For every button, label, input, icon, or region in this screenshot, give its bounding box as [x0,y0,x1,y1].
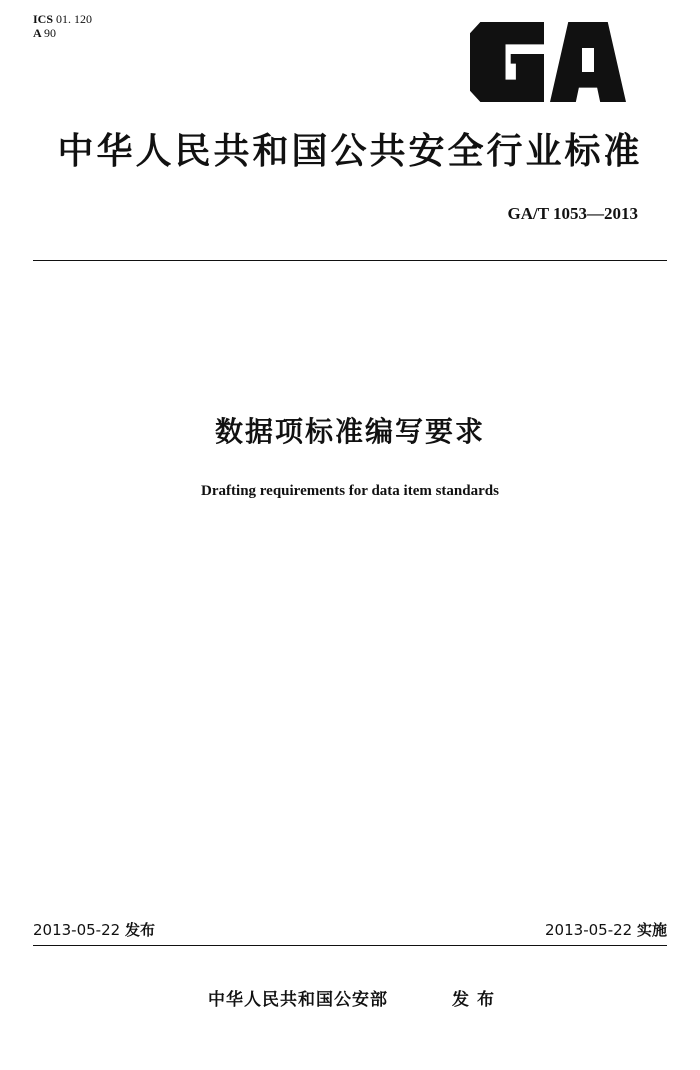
document-subtitle: Drafting requirements for data item standards [201,483,499,499]
logo-letter-g [470,22,544,102]
ics-label: ICS [33,12,54,26]
ics-code [33,12,92,26]
implementation-date [545,919,667,940]
class-label: A [33,26,42,40]
page-title: 中华人民共和国公共安全行业标准 [57,131,643,172]
ga-logo [470,22,626,102]
document-title: 数据项标准编写要求 [214,415,485,448]
class-value: 90 [44,26,57,40]
class-code [33,26,92,40]
publisher-name: 中华人民共和国公安部 [208,990,388,1010]
issue-date-value: 2013-05-22 [33,921,121,939]
issue-date-label: 发布 [124,921,155,939]
standard-number: GA/T 1053—2013 [507,204,638,223]
ics-value: 01. 120 [56,12,93,26]
publish-word: 发布 [452,990,502,1010]
top-divider [33,260,667,261]
logo-letter-a [550,22,626,102]
implementation-date-label: 实施 [636,921,667,939]
issue-date [33,919,155,940]
classification-codes [33,12,92,40]
bottom-divider [33,945,667,946]
implementation-date-value: 2013-05-22 [545,921,633,939]
